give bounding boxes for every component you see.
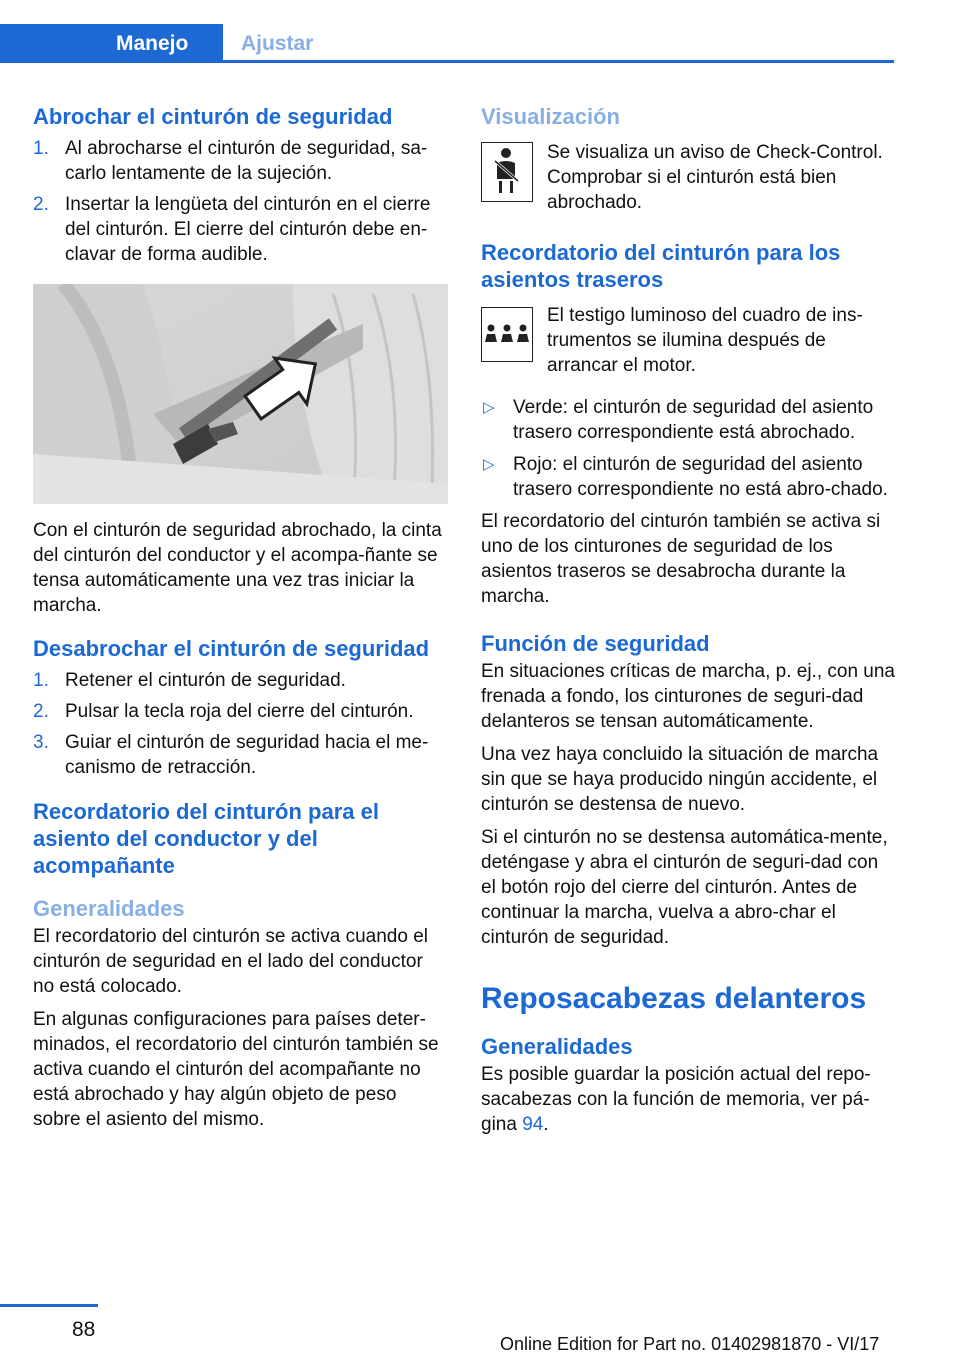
footer-rule xyxy=(0,1304,98,1307)
left-column xyxy=(33,100,448,1132)
list-item-text: Rojo: el cinturón de seguridad del asiento trasero correspondiente no está abro‐chado. xyxy=(513,454,888,500)
step-text: Retener el cinturón de seguridad. xyxy=(65,670,346,691)
rear-reminder-list xyxy=(481,395,895,502)
page-number: 88 xyxy=(72,1318,96,1341)
seatbelt-warning-icon xyxy=(481,142,533,202)
visualizacion-row xyxy=(481,140,895,215)
paragraph: Si el cinturón no se destensa automática‐mente, deténgase y abra el cinturón de seguri‐dad con el botón rojo del cierre del cinturón. Antes de continuar la marcha, vuelva a abro‐char el cinturón de seguridad. xyxy=(481,827,888,948)
paragraph: Con el cinturón de seguridad abrochado, la cinta del cinturón del conductor y el acompa‐ñante se tensa automáticamente una vez tras iniciar la marcha. xyxy=(33,520,442,616)
rear-seats-icon xyxy=(481,307,533,362)
tab-manejo[interactable]: Manejo xyxy=(0,24,223,63)
subsection-title-generalidades-2: Generalidades xyxy=(481,1034,633,1059)
section-title-desabrochar: Desabrochar el cinturón de seguridad xyxy=(33,636,430,661)
paragraph: El recordatorio del cinturón se activa cuando el cinturón de seguridad en el lado del conductor no está colocado. xyxy=(33,926,429,997)
step-number: 2. xyxy=(33,701,49,722)
paragraph-text-end: . xyxy=(543,1114,549,1135)
list-item xyxy=(33,668,448,693)
list-item xyxy=(33,136,448,186)
tab-ajustar[interactable]: Ajustar xyxy=(241,32,314,55)
list-item xyxy=(33,192,448,267)
step-text: Insertar la lengüeta del cinturón en el cierre del cinturón. El cierre del cinturón debe en‐clavar de forma audible. xyxy=(65,194,431,265)
list-item xyxy=(481,395,895,445)
list-item-text: Verde: el cinturón de seguridad del asiento trasero correspondiente está abrochado. xyxy=(513,397,874,443)
paragraph: En algunas configuraciones para países deter‐minados, el recordatorio del cinturón también se activa cuando el cinturón del acompañante no está abrochado y hay algún objeto de peso sobre el asiento del mismo. xyxy=(33,1009,439,1130)
paragraph: En situaciones críticas de marcha, p. ej., con una frenada a fondo, los cinturones de seguri‐dad delanteros se tensan automáticamente. xyxy=(481,661,895,732)
steps-abrochar xyxy=(33,136,448,267)
paragraph-text: Es posible guardar la posición actual del repo‐sacabezas con la función de memoria, ver pá‐gina xyxy=(481,1064,871,1135)
right-column xyxy=(481,100,895,1137)
seatbelt-buckle-photo xyxy=(33,284,448,504)
chapter-title-reposacabezas: Reposacabezas delanteros xyxy=(481,982,867,1015)
visualizacion-text: Se visualiza un aviso de Check-Control. Comprobar si el cinturón está bien abrochado. xyxy=(547,142,883,213)
header-rule xyxy=(0,60,894,63)
section-title-recordatorio: Recordatorio del cinturón para el asiento del conductor y del acompañante xyxy=(33,799,379,878)
section-title-funcion-seguridad: Función de seguridad xyxy=(481,631,710,656)
section-title-abrochar: Abrochar el cinturón de seguridad xyxy=(33,104,393,129)
steps-desabrochar xyxy=(33,668,448,780)
section-title-rear-reminder: Recordatorio del cinturón para los asientos traseros xyxy=(481,240,841,292)
triangle-bullet-icon: ▷ xyxy=(483,456,495,473)
section-title-visualizacion: Visualización xyxy=(481,104,620,129)
subsection-title-generalidades: Generalidades xyxy=(33,896,185,921)
paragraph: Una vez haya concluido la situación de marcha sin que se haya producido ningún accidente, el cinturón se destensa de nuevo. xyxy=(481,744,879,815)
paragraph: El recordatorio del cinturón también se activa si uno de los cinturones de seguridad de los asientos traseros se desabrocha durante la marcha. xyxy=(481,511,881,607)
rear-reminder-text: El testigo luminoso del cuadro de ins‐trumentos se ilumina después de arrancar el motor. xyxy=(547,305,863,376)
list-item xyxy=(33,699,448,724)
seatbelt-photo-illustration xyxy=(33,284,448,504)
step-number: 3. xyxy=(33,732,49,753)
step-text: Guiar el cinturón de seguridad hacia el me‐canismo de retracción. xyxy=(65,732,429,778)
list-item xyxy=(481,452,895,502)
triangle-bullet-icon: ▷ xyxy=(483,399,495,416)
step-number: 1. xyxy=(33,670,49,691)
rear-reminder-row xyxy=(481,303,895,378)
page-link[interactable]: 94 xyxy=(522,1114,544,1135)
paragraph xyxy=(481,1062,895,1137)
edition-line: Online Edition for Part no. 01402981870 - VI/17 xyxy=(500,1334,880,1354)
step-number: 1. xyxy=(33,138,49,159)
top-header xyxy=(0,0,960,64)
step-text: Pulsar la tecla roja del cierre del cinturón. xyxy=(65,701,414,722)
step-text: Al abrocharse el cinturón de seguridad, sa‐carlo lentamente de la sujeción. xyxy=(65,138,428,184)
list-item xyxy=(33,730,448,780)
step-number: 2. xyxy=(33,194,49,215)
